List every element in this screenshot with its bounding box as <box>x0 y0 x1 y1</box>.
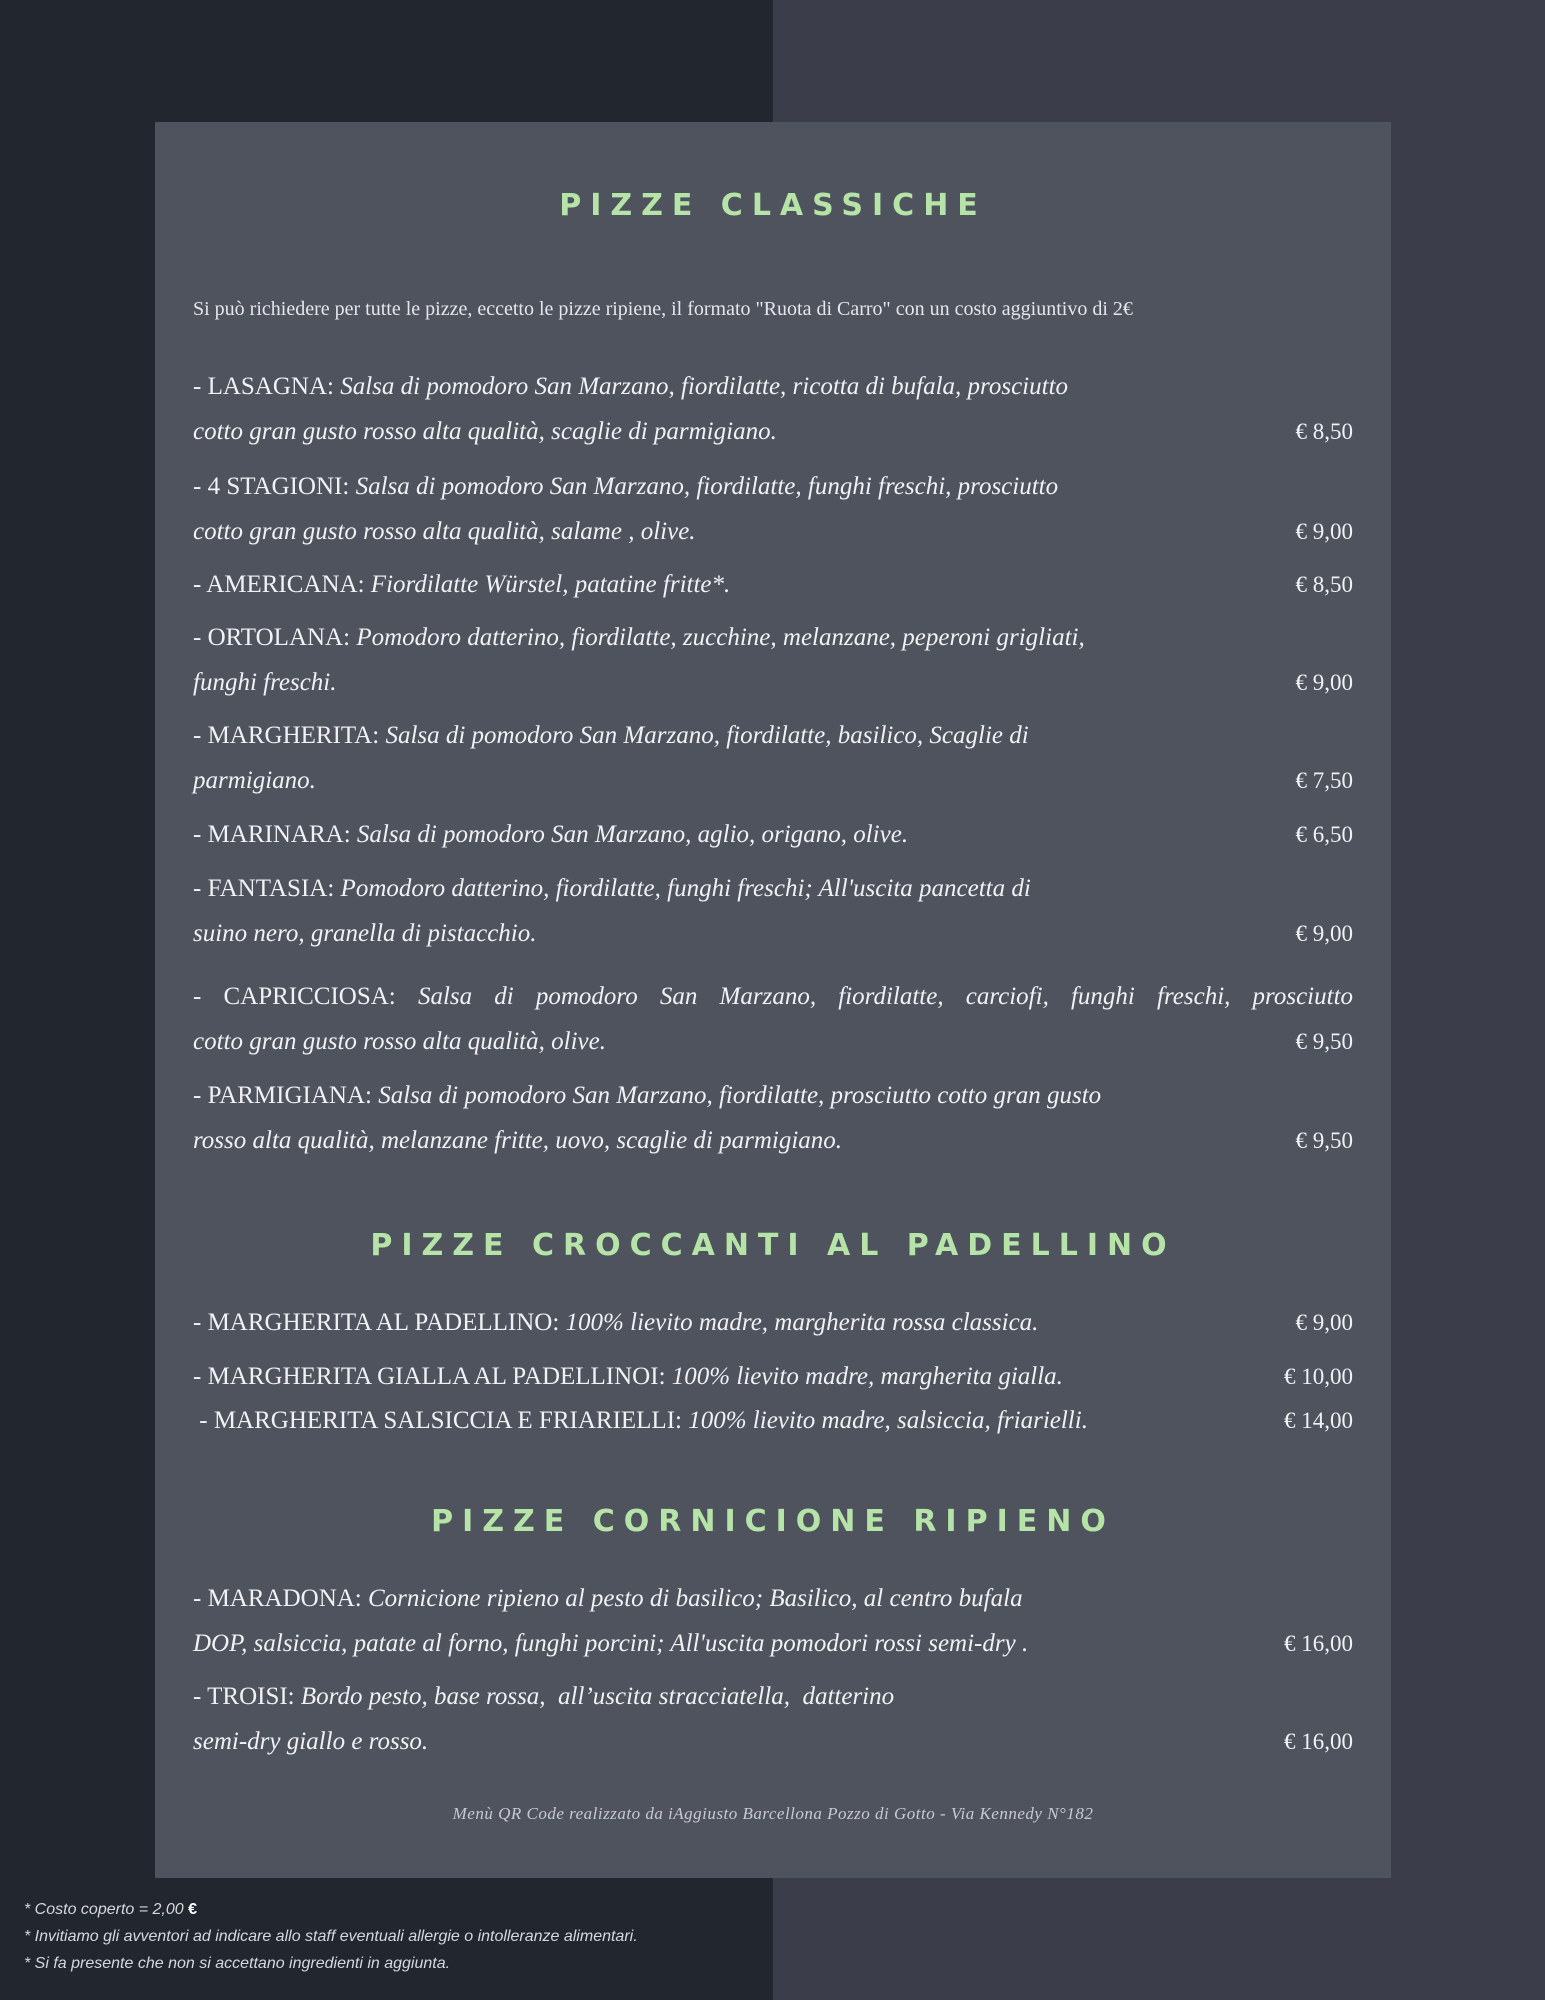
item-price: € 14,00 <box>1284 1408 1353 1433</box>
section-title-ripieno: PIZZE CORNICIONE RIPIENO <box>431 1504 1115 1539</box>
item-name: - PARMIGIANA: <box>193 1082 372 1109</box>
item-price: € 16,00 <box>1284 1729 1353 1754</box>
item-price: € 9,00 <box>1295 1310 1353 1335</box>
item-desc-cont: parmigiano. <box>193 767 316 794</box>
item-desc: Pomodoro datterino, fiordilatte, funghi freschi; All'uscita pancetta di <box>340 875 1031 902</box>
menu-item-lasagna <box>193 364 1353 454</box>
item-desc-cont: cotto gran gusto rosso alta qualità, scaglie di parmigiano. <box>193 418 777 445</box>
item-price: € 8,50 <box>1295 419 1353 444</box>
section-title-classiche: PIZZE CLASSICHE <box>559 188 987 223</box>
credits-footer: Menù QR Code realizzato da iAggiusto Barcellona Pozzo di Gotto - Via Kennedy N°182 <box>452 1804 1094 1823</box>
item-name: - MARINARA: <box>193 821 351 848</box>
item-name: - LASAGNA: <box>193 373 334 400</box>
footnotes <box>24 1896 924 1977</box>
item-name: - MARGHERITA SALSICCIA E FRIARIELLI: <box>193 1407 682 1434</box>
item-desc-cont: semi-dry giallo e rosso. <box>193 1728 429 1755</box>
item-desc: 100% lievito madre, margherita rossa classica. <box>565 1309 1039 1336</box>
item-desc-cont: DOP, salsiccia, patate al forno, funghi porcini; All'uscita pomodori rossi semi-dry . <box>193 1630 1029 1657</box>
item-desc: Salsa di pomodoro San Marzano, fiordilatte, ricotta di bufala, prosciutto <box>340 373 1069 400</box>
menu-item-troisi <box>193 1674 1353 1764</box>
item-name: - TROISI: <box>193 1683 295 1710</box>
item-name: - CAPRICCIOSA: <box>193 983 396 1010</box>
menu-item-parmigiana <box>193 1073 1353 1163</box>
menu-item-ortolana <box>193 615 1353 705</box>
item-desc: 100% lievito madre, margherita gialla. <box>671 1363 1063 1390</box>
menu-card <box>155 122 1391 1878</box>
item-desc-cont: suino nero, granella di pistacchio. <box>193 920 537 947</box>
menu-item-capricciosa <box>193 974 1353 1064</box>
footnote-ingredienti: * Si fa presente che non si accettano ingredienti in aggiunta. <box>24 1955 451 1972</box>
menu-item-maradona <box>193 1576 1353 1666</box>
item-desc-cont: cotto gran gusto rosso alta qualità, salame , olive. <box>193 518 696 545</box>
item-desc: Salsa di pomodoro San Marzano, fiordilatte, prosciutto cotto gran gusto <box>378 1082 1102 1109</box>
item-desc-cont: funghi freschi. <box>193 669 337 696</box>
menu-item-margherita-padellino <box>193 1300 1353 1345</box>
euro-symbol: € <box>188 1901 198 1918</box>
item-price: € 9,00 <box>1295 921 1353 946</box>
item-name: - 4 STAGIONI: <box>193 473 350 500</box>
item-desc: Salsa di pomodoro San Marzano, aglio, origano, olive. <box>356 821 909 848</box>
menu-item-margherita-gialla-padellino <box>193 1354 1353 1399</box>
item-price: € 9,50 <box>1295 1128 1353 1153</box>
menu-item-fantasia <box>193 866 1353 956</box>
item-price: € 6,50 <box>1295 822 1353 847</box>
section-title-padellino: PIZZE CROCCANTI AL PADELLINO <box>370 1228 1176 1263</box>
footnote-allergie: * Invitiamo gli avventori ad indicare allo staff eventuali allergie o intolleranze alimentari. <box>24 1928 638 1945</box>
item-desc: Salsa di pomodoro San Marzano, fiordilatte, basilico, Scaglie di <box>385 722 1029 749</box>
item-price: € 9,00 <box>1295 519 1353 544</box>
item-name: - MARADONA: <box>193 1585 362 1612</box>
item-name: - MARGHERITA AL PADELLINO: <box>193 1309 560 1336</box>
footnote-coperto <box>24 1896 924 1923</box>
item-desc-cont: rosso alta qualità, melanzane fritte, uovo, scaglie di parmigiano. <box>193 1127 843 1154</box>
item-desc: Pomodoro datterino, fiordilatte, zucchine, melanzane, peperoni grigliati, <box>356 624 1085 651</box>
item-desc: Cornicione ripieno al pesto di basilico; Basilico, al centro bufala <box>368 1585 1023 1612</box>
item-price: € 16,00 <box>1284 1631 1353 1656</box>
item-name: - AMERICANA: <box>193 571 365 598</box>
item-name: - FANTASIA: <box>193 875 335 902</box>
menu-item-margherita <box>193 713 1353 803</box>
item-name: - ORTOLANA: <box>193 624 351 651</box>
coperto-text: * Costo coperto = 2,00 <box>24 1901 184 1918</box>
ruota-di-carro-note: Si può richiedere per tutte le pizze, eccetto le pizze ripiene, il formato "Ruota di Carro" con un costo aggiuntivo di 2€ <box>193 298 1133 320</box>
menu-item-margherita-salsiccia-friarielli <box>193 1398 1353 1443</box>
menu-item-marinara <box>193 812 1353 857</box>
item-desc: Salsa di pomodoro San Marzano, fiordilatte, carciofi, funghi freschi, prosciutto <box>417 983 1354 1010</box>
item-price: € 9,50 <box>1295 1029 1353 1054</box>
item-price: € 8,50 <box>1295 572 1353 597</box>
item-name: - MARGHERITA: <box>193 722 380 749</box>
item-desc: Fiordilatte Würstel, patatine fritte*. <box>370 571 731 598</box>
item-desc-cont: cotto gran gusto rosso alta qualità, olive. <box>193 1028 606 1055</box>
item-price: € 9,00 <box>1295 670 1353 695</box>
item-name: - MARGHERITA GIALLA AL PADELLINOI: <box>193 1363 666 1390</box>
item-price: € 10,00 <box>1284 1364 1353 1389</box>
menu-item-americana <box>193 562 1353 607</box>
item-price: € 7,50 <box>1295 768 1353 793</box>
item-desc: Bordo pesto, base rossa, all’uscita stracciatella, datterino <box>300 1683 895 1710</box>
menu-item-4-stagioni <box>193 464 1353 554</box>
item-desc: 100% lievito madre, salsiccia, friarielli. <box>688 1407 1088 1434</box>
item-desc: Salsa di pomodoro San Marzano, fiordilatte, funghi freschi, prosciutto <box>355 473 1059 500</box>
